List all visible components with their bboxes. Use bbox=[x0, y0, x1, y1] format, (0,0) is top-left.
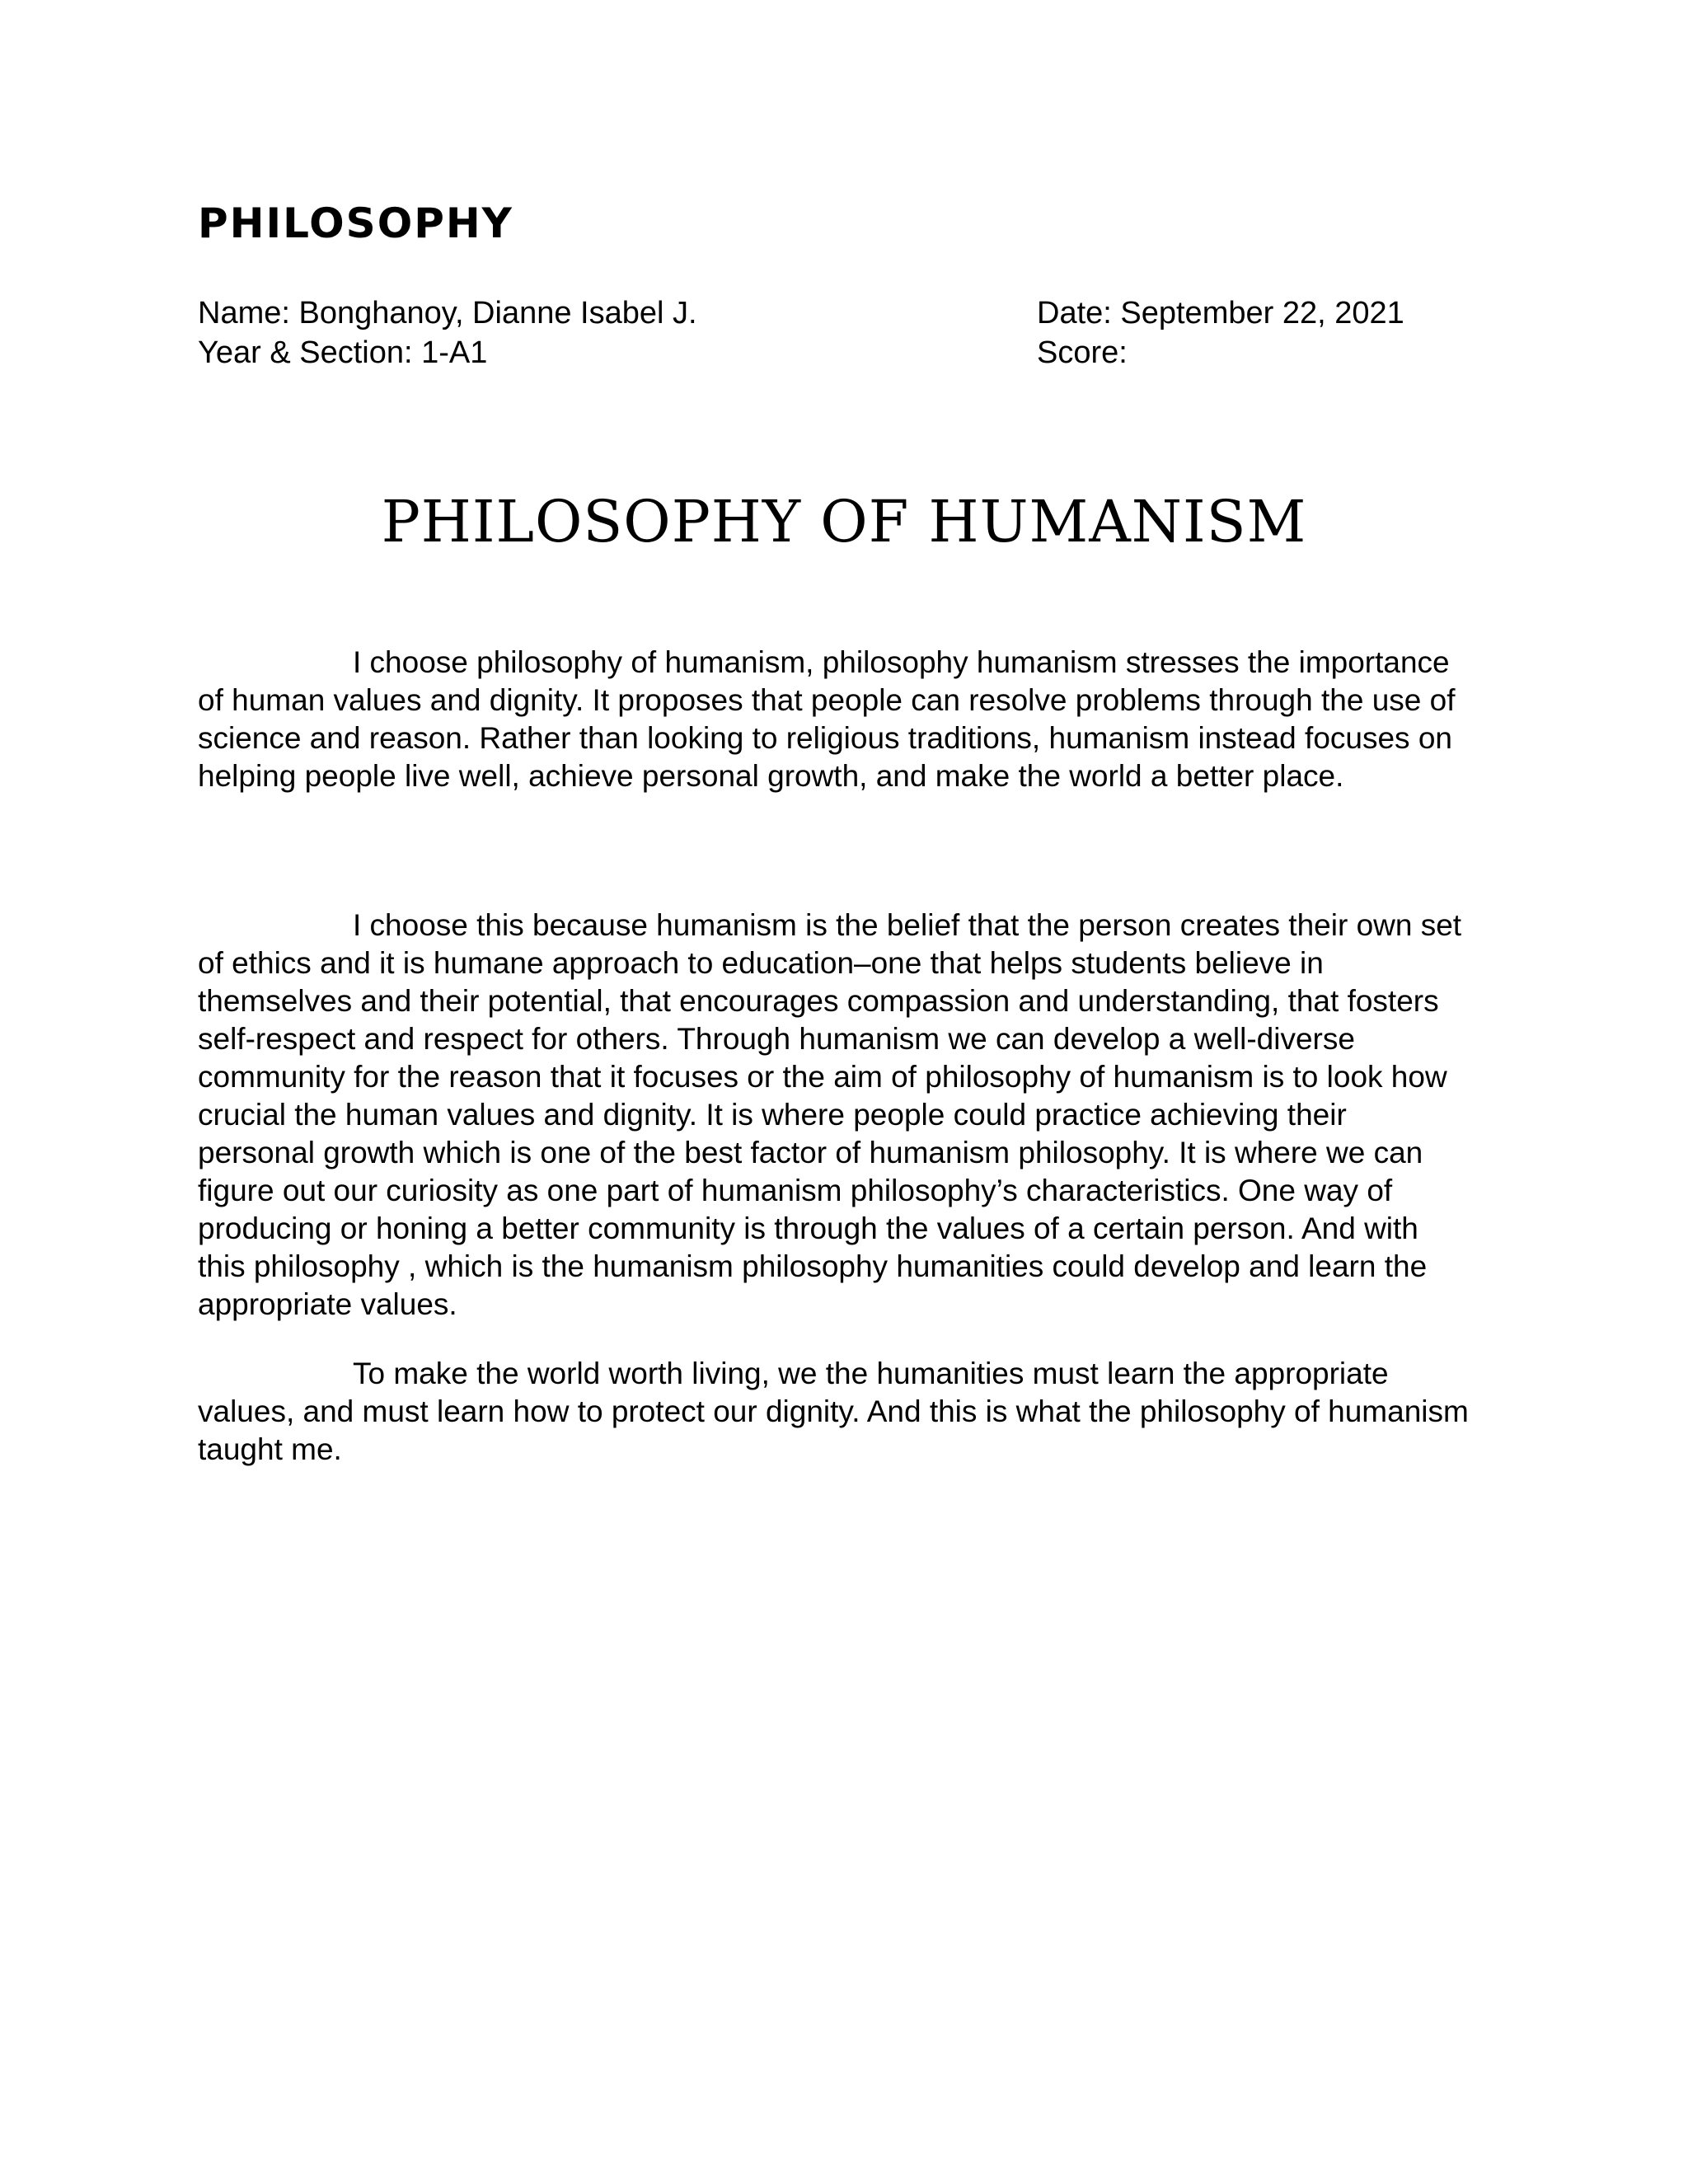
paragraph-3: To make the world worth living, we the humanities must learn the appropriate values, and must learn how to protect our dignity. And this is what the philosophy of humanism taught me. bbox=[198, 1357, 1469, 1466]
grading-info bbox=[1037, 293, 1404, 373]
paragraph-2: I choose this because humanism is the belief that the person creates their own set of ethics and it is humane approach to education–one that helps students believe in themselves and their potential, that encourages compassion and understanding, that fosters self-respect and respect for others. Through humanism we can develop a well-diverse community for the reason that it focuses or the aim of philosophy of humanism is to look how crucial the human values and dignity. It is where people could practice achieving their personal growth which is one of the best factor of humanism philosophy. It is where we can figure out our curiosity as one part of humanism philosophy’s characteristics. One way of producing or honing a better community is through the values of a certain person. And with this philosophy , which is the humanism philosophy humanities could develop and learn the appropriate values. bbox=[198, 908, 1462, 1321]
date: Date: September 22, 2021 bbox=[1037, 296, 1404, 330]
document-title: PHILOSOPHY OF HUMANISM bbox=[381, 488, 1307, 555]
year-section: Year & Section: 1-A1 bbox=[198, 335, 488, 370]
paragraph-1: I choose philosophy of humanism, philosophy humanism stresses the importance of human values and dignity. It proposes that people can resolve problems through the use of science and reason. Rather than looking to religious traditions, humanism instead focuses on helping people live well, achieve personal growth, and make the world a better place. bbox=[198, 645, 1456, 793]
student-name: Name: Bonghanoy, Dianne Isabel J. bbox=[198, 296, 697, 330]
subject-heading: PHILOSOPHY bbox=[198, 199, 513, 247]
score: Score: bbox=[1037, 335, 1128, 370]
student-info bbox=[198, 293, 697, 373]
